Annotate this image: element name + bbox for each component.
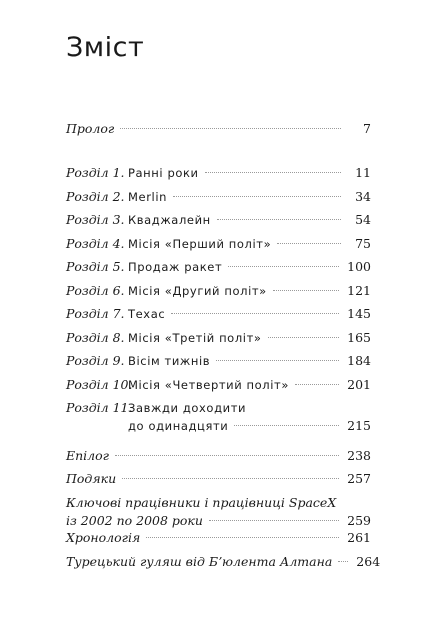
chapter-label: Розділ 5. (66, 259, 125, 274)
toc-page-number: 259 (347, 513, 371, 528)
dot-leader (122, 478, 339, 479)
toc-entry-chapter-9 (66, 350, 371, 372)
toc-entry-chapter-3 (66, 209, 371, 231)
dot-leader (228, 266, 339, 267)
toc-entry-title: Пролог (66, 121, 115, 136)
toc-entry-title: Merlin (128, 190, 168, 204)
toc-entry-chapter-1 (66, 162, 371, 184)
chapter-label: Розділ 11. (66, 400, 133, 415)
toc-entry-title: Епілог (66, 448, 109, 463)
toc-entry-chapter-7 (66, 303, 371, 325)
dot-leader (268, 337, 340, 338)
toc-entry-chapter-8 (66, 327, 371, 349)
toc-page-number: 201 (347, 377, 371, 392)
toc-page-number: 11 (355, 165, 371, 180)
toc-entry-chapter-10 (66, 374, 371, 396)
toc-page-number: 75 (355, 236, 371, 251)
toc-entry-title: Місія «Другий політ» (128, 284, 267, 298)
toc-entry-title: Хронологія (66, 530, 141, 545)
toc-entry-acknowledgements (66, 468, 371, 490)
toc-entry-title: Вісім тижнів (128, 354, 211, 368)
dot-leader (217, 219, 341, 220)
chapter-label: Розділ 1. (66, 165, 125, 180)
toc-page-number: 257 (347, 471, 371, 486)
dot-leader (173, 196, 341, 197)
toc-entry-title: Ранні роки (128, 166, 199, 180)
toc-page-number: 121 (347, 283, 371, 298)
dot-leader (146, 537, 339, 538)
toc-entry-prologue (66, 118, 371, 140)
toc-entry-chapter-6 (66, 280, 371, 302)
toc-entry-chapter-4 (66, 233, 371, 255)
chapter-label: Розділ 7. (66, 306, 125, 321)
chapter-label: Розділ 3. (66, 212, 125, 227)
dot-leader (120, 128, 341, 129)
dot-leader (216, 360, 339, 361)
chapter-label: Розділ 8. (66, 330, 125, 345)
chapter-label: Розділ 6. (66, 283, 125, 298)
toc-entry-title: Місія «Перший політ» (128, 237, 272, 251)
toc-entry-epilogue (66, 445, 371, 467)
chapter-label: Розділ 9. (66, 353, 125, 368)
toc-entry-chapter-11 (66, 397, 371, 437)
toc-page-number: 7 (363, 121, 371, 136)
toc-entry-title: Подяки (66, 471, 117, 486)
toc-entry-title: Місія «Третій політ» (128, 331, 262, 345)
toc-entry-chapter-5 (66, 256, 371, 278)
dot-leader (205, 172, 341, 173)
toc-entry-turkish-goulash (66, 551, 381, 573)
toc-entry-chronology (66, 527, 371, 549)
toc-entry-title-continued: до одинадцяти (128, 419, 229, 433)
toc-page-number: 264 (356, 554, 381, 569)
chapter-label: Розділ 4. (66, 236, 125, 251)
chapter-label: Розділ 10. (66, 377, 133, 392)
dot-leader (273, 290, 339, 291)
toc-page-number: 261 (347, 530, 371, 545)
toc-entry-title: Завжди доходити (128, 401, 247, 415)
toc-entry-chapter-2 (66, 186, 371, 208)
toc-entry-key-employees (66, 492, 371, 532)
toc-page-number: 34 (355, 189, 371, 204)
toc-entry-title-continued: із 2002 по 2008 роки (66, 513, 203, 528)
toc-page-number: 215 (347, 418, 371, 433)
dot-leader (171, 313, 339, 314)
toc-entry-title: Турецький гуляш від Бʼюлента Алтана (66, 554, 333, 569)
toc-page-number: 54 (355, 212, 371, 227)
chapter-label: Розділ 2. (66, 189, 125, 204)
dot-leader (338, 561, 348, 562)
toc-page-number: 238 (347, 448, 371, 463)
toc-page-number: 145 (347, 306, 371, 321)
dot-leader (234, 425, 339, 426)
toc-entry-title: Ключові працівники і працівниці SpaceX (66, 495, 337, 510)
dot-leader (209, 520, 339, 521)
dot-leader (115, 455, 339, 456)
dot-leader (295, 384, 339, 385)
toc-entry-title: Техас (128, 307, 166, 321)
toc-entry-title: Кваджалейн (128, 213, 211, 227)
toc-entry-title: Продаж ракет (128, 260, 223, 274)
toc-page-number: 100 (347, 259, 371, 274)
toc-page-number: 184 (347, 353, 371, 368)
toc-entry-title: Місія «Четвертий політ» (128, 378, 289, 392)
toc-page-number: 165 (347, 330, 371, 345)
dot-leader (277, 243, 341, 244)
page-title: Зміст (66, 32, 145, 63)
